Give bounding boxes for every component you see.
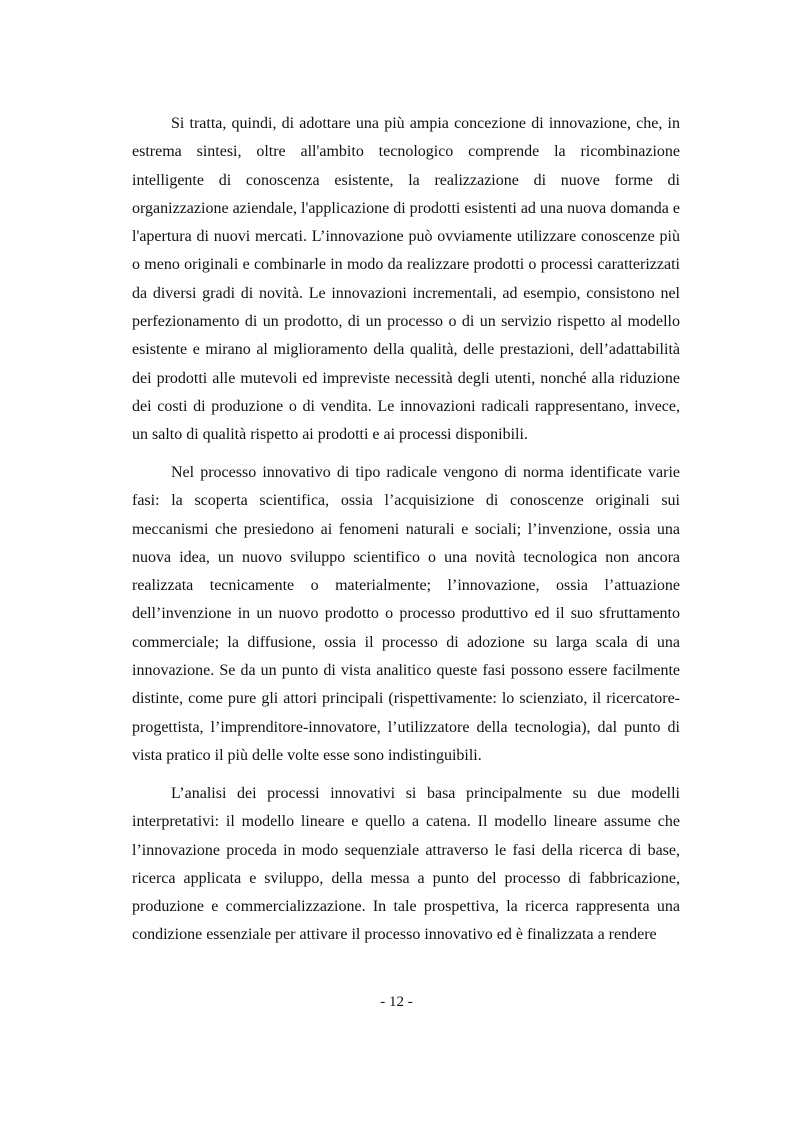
- paragraph-innovation-models: L’analisi dei processi innovativi si basa principalmente su due modelli interpretativi: il modello lineare e quello a catena. Il modello lineare assume che l’innovazione proceda in modo sequenziale attraverso le fasi della ricerca di base, ricerca applicata e sviluppo, della messa a punto del processo di fabbricazione, produzione e commercializzazione. In tale prospettiva, la ricerca rappresenta una condizione essenziale per attivare il processo innovativo ed è finalizzata a rendere: [132, 785, 680, 944]
- paragraph-innovation-concept: Si tratta, quindi, di adottare una più ampia concezione di innovazione, che, in estrema sintesi, oltre all'ambito tecnologico comprende la ricombinazione intelligente di conoscenza esistente, la realizzazione di nuove forme di organizzazione aziendale, l'applicazione di prodotti esistenti ad una nuova domanda e l'apertura di nuovi mercati. L’innovazione può ovviamente utilizzare conoscenze più o meno originali e combinarle in modo da realizzare prodotti o processi caratterizzati da diversi gradi di novità. Le innovazioni incrementali, ad esempio, consistono nel perfezionamento di un prodotto, di un processo o di un servizio rispetto al modello esistente e mirano al miglioramento della qualità, delle prestazioni, dell’adattabilità dei prodotti alle mutevoli ed impreviste necessità degli utenti, nonché alla riduzione dei costi di produzione o di vendita. Le innovazioni radicali rappresentano, invece, un salto di qualità rispetto ai prodotti e ai processi disponibili.: [132, 115, 680, 444]
- paragraph-radical-innovation-phases: Nel processo innovativo di tipo radicale vengono di norma identificate varie fasi: la scoperta scientifica, ossia l’acquisizione di conoscenze originali sui meccanismi che presiedono ai fenomeni naturali e sociali; l’invenzione, ossia una nuova idea, un nuovo sviluppo scientifico o una novità tecnologica non ancora realizzata tecnicamente o materialmente; l’innovazione, ossia l’attuazione dell’invenzione in un nuovo prodotto o processo produttivo ed il suo sfruttamento commerciale; la diffusione, ossia il processo di adozione su larga scala di una innovazione. Se da un punto di vista analitico queste fasi possono essere facilmente distinte, come pure gli attori principali (rispettivamente: lo scienziato, il ricercatore-progettista, l’imprenditore-innovatore, l’utilizzatore della tecnologia), dal punto di vista pratico il più delle volte esse sono indistinguibili.: [132, 464, 680, 764]
- page-number: - 12 -: [380, 994, 413, 1010]
